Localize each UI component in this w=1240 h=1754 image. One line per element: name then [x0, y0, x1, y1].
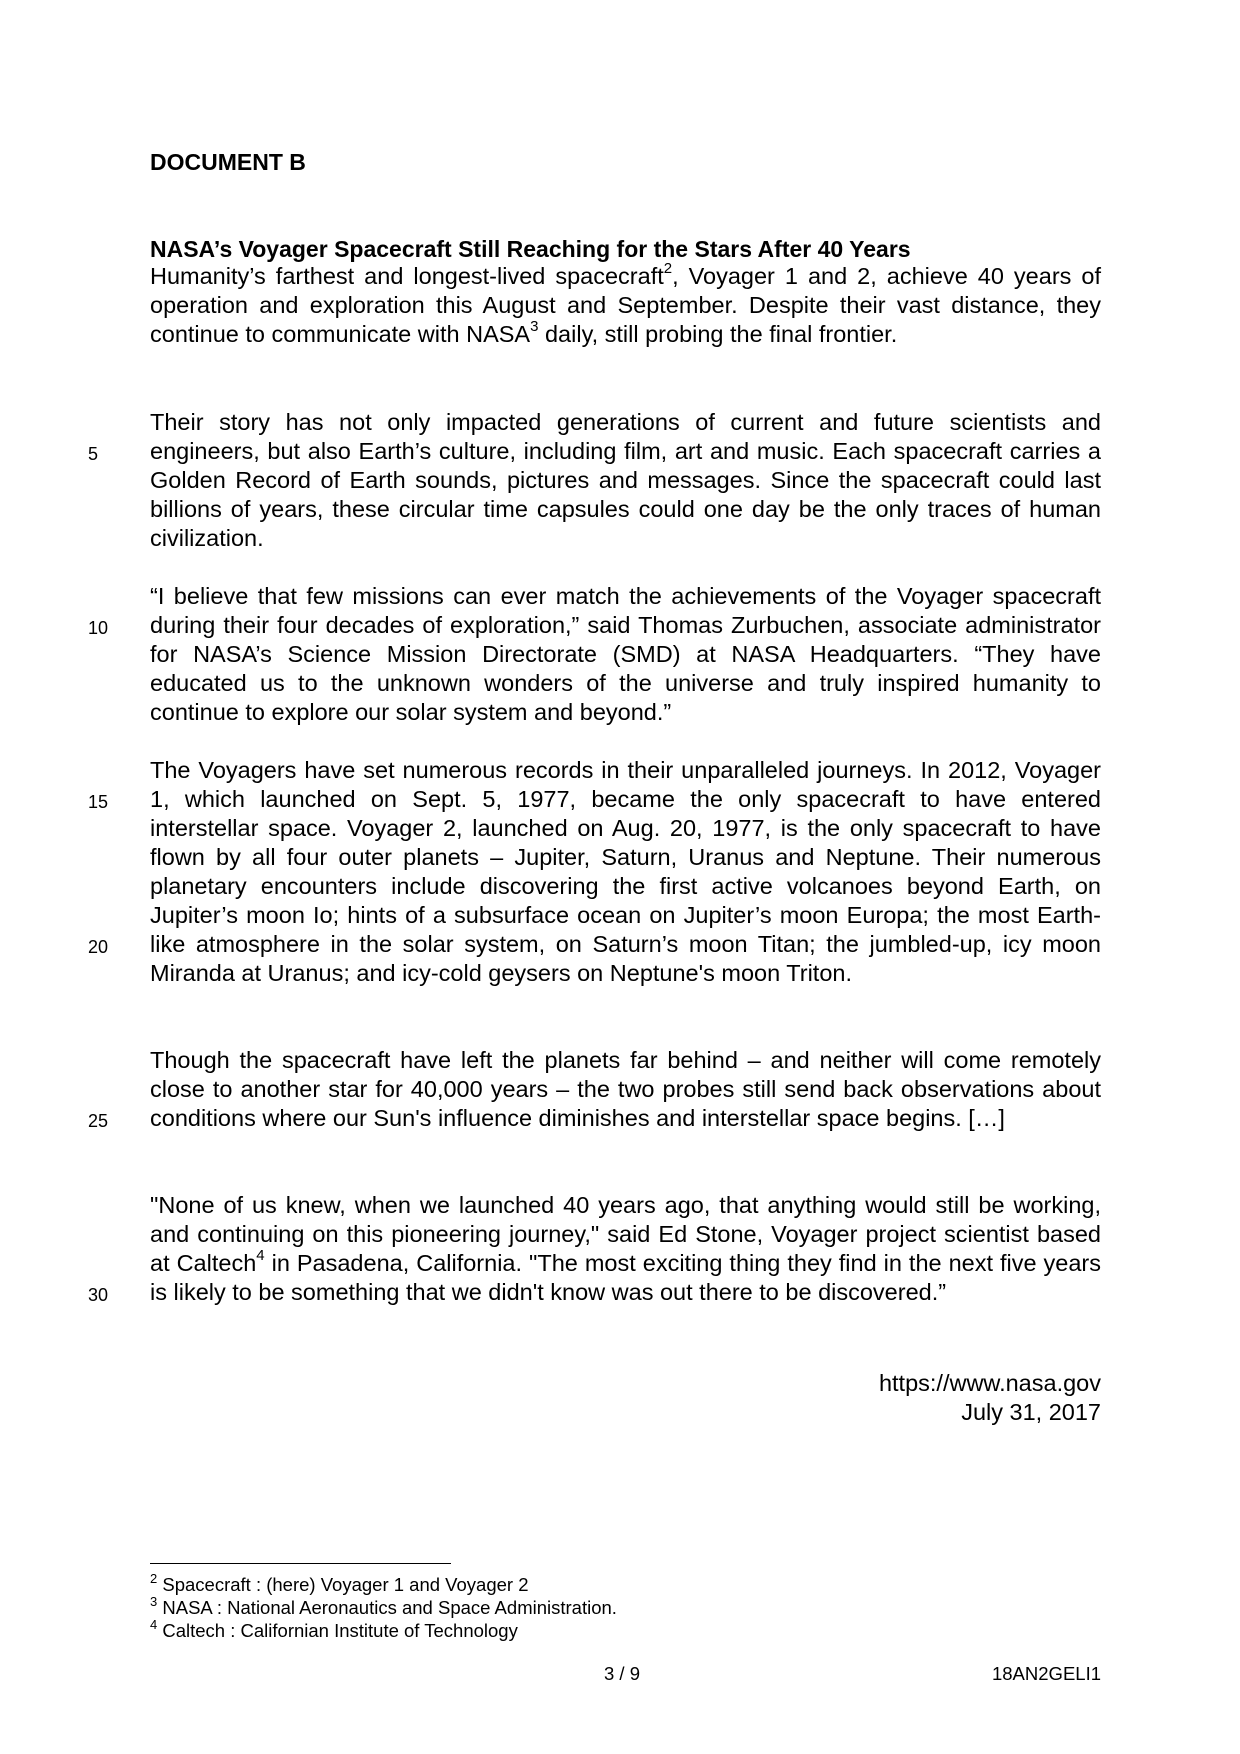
paragraph-1: [150, 262, 1101, 349]
source-date: July 31, 2017: [961, 1399, 1101, 1425]
footnote-text: Spacecraft : (here) Voyager 1 and Voyager 2: [157, 1574, 529, 1595]
footnote-text: Caltech : Californian Institute of Technology: [157, 1620, 518, 1641]
line-number: 25: [88, 1111, 109, 1131]
footnote: [150, 1616, 617, 1642]
line-number: 10: [88, 618, 109, 638]
paragraph-6: [150, 1191, 1101, 1307]
article-title: NASA’s Voyager Spacecraft Still Reaching for the Stars After 40 Years: [150, 236, 911, 262]
footnotes: [150, 1570, 617, 1642]
document-code: 18AN2GELI1: [991, 1663, 1101, 1684]
footnote-number: 3: [150, 1593, 158, 1609]
paragraph-text: "None of us knew, when we launched 40 years ago, that anything would still be working, and continuing on this pioneering journey," said Ed Stone, Voyager project scientist based at Caltech: [150, 1192, 1101, 1276]
footnote-ref-2: 2: [663, 260, 673, 278]
footnote-number: 2: [150, 1570, 158, 1586]
source-url: https://www.nasa.gov: [878, 1370, 1101, 1396]
paragraph-text: , Voyager 1 and 2, achieve 40 years of operation and exploration this August and September. Despite their vast distance, they continue to communicate with NASA: [150, 263, 1101, 347]
footnote: [150, 1570, 617, 1596]
line-number: 5: [88, 444, 99, 464]
paragraph-text: Though the spacecraft have left the planets far behind – and neither will come remotely close to another star for 40,000 years – the two probes still send back observations about conditions where our Sun's influence diminishes and interstellar space begins. […]: [150, 1047, 1101, 1131]
footnote: [150, 1593, 617, 1619]
paragraph-text: “I believe that few missions can ever match the achievements of the Voyager spacecraft during their four decades of exploration,” said Thomas Zurbuchen, associate administrator for NASA’s Science Mission Directorate (SMD) at NASA Headquarters. “They have educated us to the unknown wonders of the universe and truly inspired humanity to continue to explore our solar system and beyond.”: [150, 583, 1101, 725]
paragraph-text: The Voyagers have set numerous records in their unparalleled journeys. In 2012, Voyager 1, which launched on Sept. 5, 1977, became the only spacecraft to have entered interstellar space. Voyager 2, launched on Aug. 20, 1977, is the only spacecraft to have flown by all four outer planets – Jupiter, Saturn, Uranus and Neptune. Their numerous planetary encounters include discovering the first active volcanoes beyond Earth, on Jupiter’s moon Io; hints of a subsurface ocean on Jupiter’s moon Europa; the most Earth-like atmosphere in the solar system, on Saturn’s moon Titan; the jumbled-up, icy moon Miranda at Uranus; and icy-cold geysers on Neptune's moon Triton.: [150, 757, 1101, 986]
paragraph-4: [150, 756, 1101, 988]
paragraph-text: daily, still probing the final frontier.: [538, 321, 898, 347]
paragraph-text: in Pasadena, California. "The most exciting thing they find in the next five years is likely to be something that we didn't know was out there to be discovered.”: [150, 1250, 1101, 1305]
footnote-ref-4: 4: [256, 1247, 265, 1265]
paragraph-text: Humanity’s farthest and longest-lived spacecraft: [150, 263, 664, 289]
document-label: DOCUMENT B: [150, 149, 306, 175]
footnote-number: 4: [150, 1616, 158, 1632]
line-number: 30: [88, 1285, 109, 1305]
page-number: 3 / 9: [604, 1663, 640, 1684]
footnote-text: NASA : National Aeronautics and Space Administration.: [157, 1597, 617, 1618]
line-number: 15: [88, 792, 109, 812]
source-attribution: [879, 1369, 1101, 1427]
paragraph-2: [150, 408, 1101, 553]
line-number: 20: [88, 937, 109, 957]
paragraph-5: [150, 1046, 1101, 1133]
footnote-divider: [150, 1563, 451, 1564]
paragraph-3: [150, 582, 1101, 727]
footnote-ref-3: 3: [530, 318, 539, 336]
paragraph-text: Their story has not only impacted generations of current and future scientists and engineers, but also Earth’s culture, including film, art and music. Each spacecraft carries a Golden Record of Earth sounds, pictures and messages. Since the spacecraft could last billions of years, these circular time capsules could one day be the only traces of human civilization.: [150, 409, 1101, 551]
